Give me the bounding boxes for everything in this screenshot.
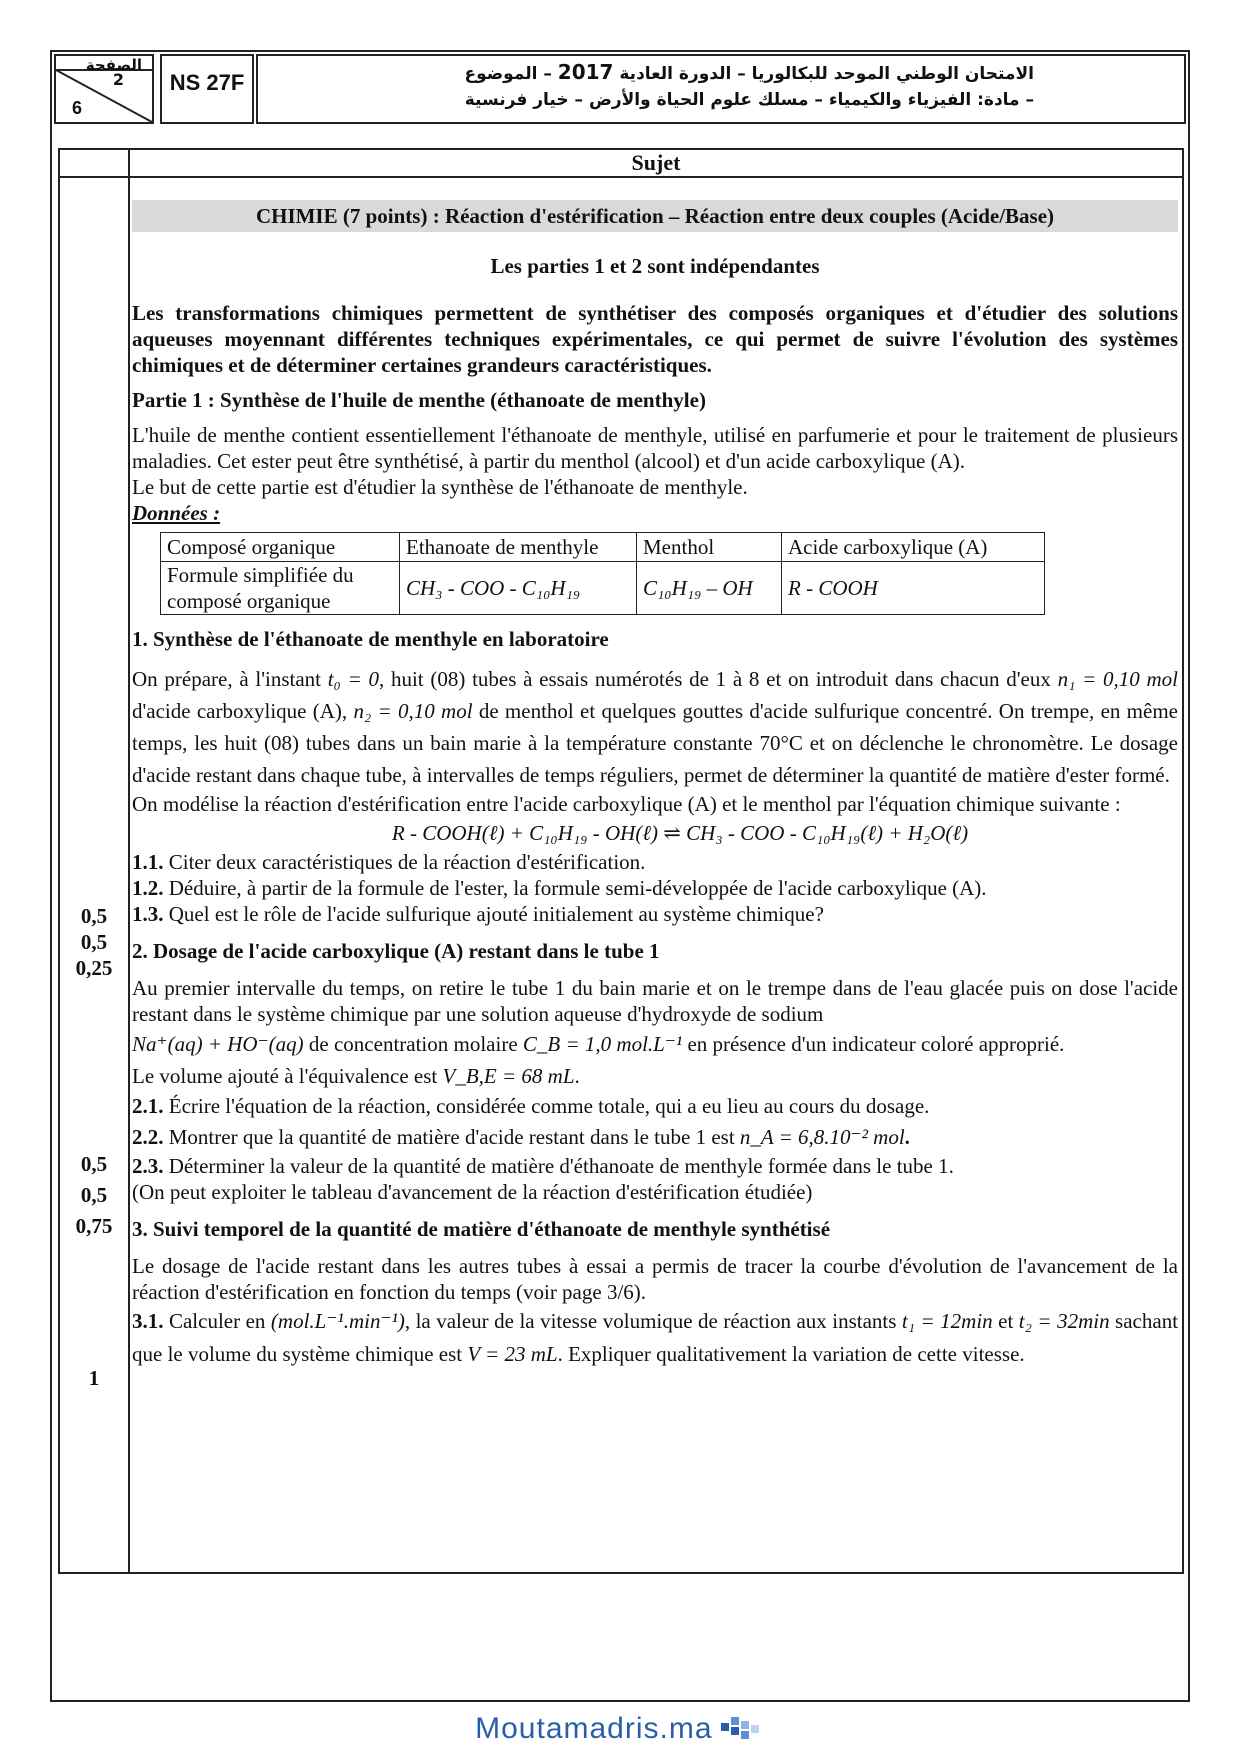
- table-cell: CH₃ - COO - C₁₀H₁₉: [400, 562, 637, 615]
- score-1-2: 0,5: [80, 930, 108, 954]
- question-1-2: [132, 875, 1178, 901]
- section2-paragraph: Au premier intervalle du temps, on retire le tube 1 du bain marie et on le trempe dans de l'eau glacée puis on dose l'acide restant dans le système chimique par une solution aqueuse d'hydroxyde de sodium: [132, 976, 1178, 1026]
- section1-paragraph: [132, 663, 1178, 791]
- question-2-3-hint: (On peut exploiter le tableau d'avancement de la réaction d'estérification étudiée): [132, 1180, 813, 1204]
- table-cell: C₁₀H₁₉ – OH: [637, 562, 782, 615]
- formula-cb: C_B = 1,0 mol.L⁻¹: [522, 1032, 683, 1056]
- question-number: 2.1.: [132, 1094, 164, 1118]
- esterification-equation: R - COOH(ℓ) + C₁₀H₁₉ - OH(ℓ) ⇌ CH₃ - COO - C₁₀H₁₉(ℓ) + H₂O(ℓ): [391, 821, 969, 845]
- text: .: [574, 1064, 580, 1088]
- score-1-3: 0,25: [75, 956, 113, 980]
- independence-note: Les parties 1 et 2 sont indépendantes: [490, 254, 820, 278]
- partie1-title: Partie 1 : Synthèse de l'huile de menthe (éthanoate de menthyle): [132, 388, 706, 412]
- section2-volume: [132, 1061, 1178, 1091]
- formula-ions: Na⁺(aq) + HO⁻(aq): [132, 1032, 304, 1056]
- question-1-1: [132, 849, 1178, 875]
- page-label: الصفحة: [85, 56, 142, 74]
- section3-paragraph: Le dosage de l'acide restant dans les autres tubes à essai a permis de tracer la courbe d'évolution de l'avancement de la réaction d'estérification en fonction du temps (voir page 3/6).: [132, 1254, 1178, 1304]
- text: en présence d'un indicateur coloré approprié.: [682, 1032, 1065, 1056]
- exam-title-line1: [258, 60, 1034, 84]
- data-label: Données :: [132, 501, 221, 525]
- score-3-1: 1: [88, 1366, 100, 1390]
- exam-title-prefix: الامتحان الوطني الموحد للبكالوريا – الدورة العادية: [619, 64, 1034, 84]
- table-header: Ethanoate de menthyle: [400, 533, 637, 562]
- page-current: 2: [112, 70, 124, 89]
- footer-logo: [0, 1712, 1240, 1746]
- text: d'acide carboxylique (A),: [132, 699, 354, 723]
- exam-code: NS 27F: [160, 54, 254, 124]
- score-1-1: 0,5: [80, 904, 108, 928]
- question-number: 2.2.: [132, 1125, 164, 1149]
- exam-year: 2017: [557, 60, 614, 84]
- question-text: , la valeur de la vitesse volumique de réaction aux instants: [404, 1309, 902, 1333]
- question-2-3: [132, 1153, 1178, 1179]
- question-2-2: [132, 1121, 1178, 1153]
- formula-t0: t₀ = 0: [327, 667, 379, 691]
- question-text: Déduire, à partir de la formule de l'ester, la formule semi-développée de l'acide carboxylique (A).: [163, 876, 987, 900]
- formula-t2: t₂ = 32min: [1018, 1309, 1110, 1333]
- intro-paragraph: Les transformations chimiques permettent de synthétiser des composés organiques et d'étudier des solutions aqueuses moyennant différentes techniques expérimentales, ce qui permet de suivre l'évolution des systèmes chimiques et de déterminer certaines grandeurs caractéristiques.: [132, 301, 1178, 377]
- question-number: 1.1.: [132, 850, 164, 874]
- score-2-1: 0,5: [80, 1152, 108, 1176]
- table-header: Composé organique: [161, 533, 400, 562]
- pixel-logo-icon: [721, 1715, 765, 1745]
- text: .: [904, 1125, 910, 1149]
- question-3-1: [132, 1305, 1178, 1371]
- partie1-paragraph: L'huile de menthe contient essentiellement l'éthanoate de menthyle, utilisé en parfumerie et pour le traitement de plusieurs maladies. Cet ester peut être synthétisé, à partir du menthol (alcool) et d'un acide carboxylique (A).: [132, 423, 1178, 473]
- formula-volume: V = 23 mL: [467, 1342, 558, 1366]
- question-number: 1.2.: [132, 876, 164, 900]
- exam-title: [256, 54, 1186, 124]
- exam-title-suffix: – الموضوع: [464, 64, 552, 84]
- section1-model: On modélise la réaction d'estérification entre l'acide carboxylique (A) et le menthol par l'équation chimique suivante :: [132, 792, 1121, 816]
- section2-title: 2. Dosage de l'acide carboxylique (A) restant dans le tube 1: [132, 939, 660, 963]
- text: On prépare, à l'instant: [132, 667, 328, 691]
- score-2-2: 0,5: [80, 1183, 108, 1207]
- formula-na: n_A = 6,8.10⁻² mol: [739, 1125, 905, 1149]
- formula-n2: n₂ = 0,10 mol: [353, 699, 473, 723]
- score-2-3: 0,75: [75, 1214, 113, 1238]
- question-text: Déterminer la valeur de la quantité de matière d'éthanoate de menthyle formée dans le tube 1.: [163, 1154, 954, 1178]
- table-cell: Formule simplifiée du composé organique: [161, 562, 400, 615]
- question-1-3: [132, 901, 1178, 927]
- text: de concentration molaire: [303, 1032, 523, 1056]
- question-text: Écrire l'équation de la réaction, considérée comme totale, qui a eu lieu au cours du dosage.: [163, 1094, 930, 1118]
- table-header-row: [161, 533, 1045, 562]
- question-number: 1.3.: [132, 902, 164, 926]
- formula-vbe: V_B,E = 68 mL: [442, 1064, 575, 1088]
- partie1-goal: Le but de cette partie est d'étudier la synthèse de l'éthanoate de menthyle.: [132, 475, 748, 499]
- question-text: et: [992, 1309, 1019, 1333]
- question-text: Quel est le rôle de l'acide sulfurique ajouté initialement au système chimique?: [163, 902, 824, 926]
- table-cell: R - COOH: [782, 562, 1045, 615]
- exam-title-line2: – مادة: الفيزياء والكيمياء – مسلك علوم الحياة والأرض – خيار فرنسية: [464, 90, 1034, 110]
- page-number-box: [54, 54, 154, 124]
- section1-title: 1. Synthèse de l'éthanoate de menthyle en laboratoire: [132, 627, 609, 651]
- section2-ions-line: [132, 1027, 1178, 1061]
- question-2-1: [132, 1091, 1178, 1121]
- question-text: Citer deux caractéristiques de la réaction d'estérification.: [163, 850, 646, 874]
- table-header: Menthol: [637, 533, 782, 562]
- main-content: [132, 200, 1178, 1371]
- section3-title: 3. Suivi temporel de la quantité de matière d'éthanoate de menthyle synthétisé: [132, 1217, 831, 1241]
- formula-unit: (mol.L⁻¹.min⁻¹): [270, 1309, 405, 1333]
- text: Le volume ajouté à l'équivalence est: [132, 1064, 443, 1088]
- formula-t1: t₁ = 12min: [901, 1309, 993, 1333]
- sujet-heading: Sujet: [631, 150, 681, 175]
- text: de menthol et quelques gouttes d'acide sulfurique concentré. On trempe, en même temps, les huit (08) tubes dans un bain marie à la température constante 70°C et on déclenche le chronomètre. Le dosage d'acide restant dans chaque tube, à intervalles de temps réguliers, permet de déterminer la quantité de matière d'ester formé.: [132, 699, 1178, 787]
- chemistry-title: CHIMIE (7 points) : Réaction d'estérification – Réaction entre deux couples (Acide/Base): [132, 200, 1178, 232]
- text: , huit (08) tubes à essais numérotés de 1 à 8 et on introduit dans chacun d'eux: [378, 667, 1058, 691]
- question-number: 3.1.: [132, 1309, 164, 1333]
- table-header: Acide carboxylique (A): [782, 533, 1045, 562]
- table-row: [161, 562, 1045, 615]
- page-total: 6: [72, 98, 83, 118]
- question-number: 2.3.: [132, 1154, 164, 1178]
- question-text: . Expliquer qualitativement la variation de cette vitesse.: [557, 1342, 1025, 1366]
- question-text: Montrer que la quantité de matière d'acide restant dans le tube 1 est: [163, 1125, 740, 1149]
- data-table: [160, 532, 1045, 615]
- score-column-divider: [128, 148, 130, 1574]
- formula-n1: n₁ = 0,10 mol: [1057, 667, 1178, 691]
- footer-brand: Moutamadris.ma: [475, 1712, 713, 1745]
- question-text: Calculer en: [163, 1309, 271, 1333]
- question-text: sachant que le volume du système chimique est: [132, 1309, 1179, 1366]
